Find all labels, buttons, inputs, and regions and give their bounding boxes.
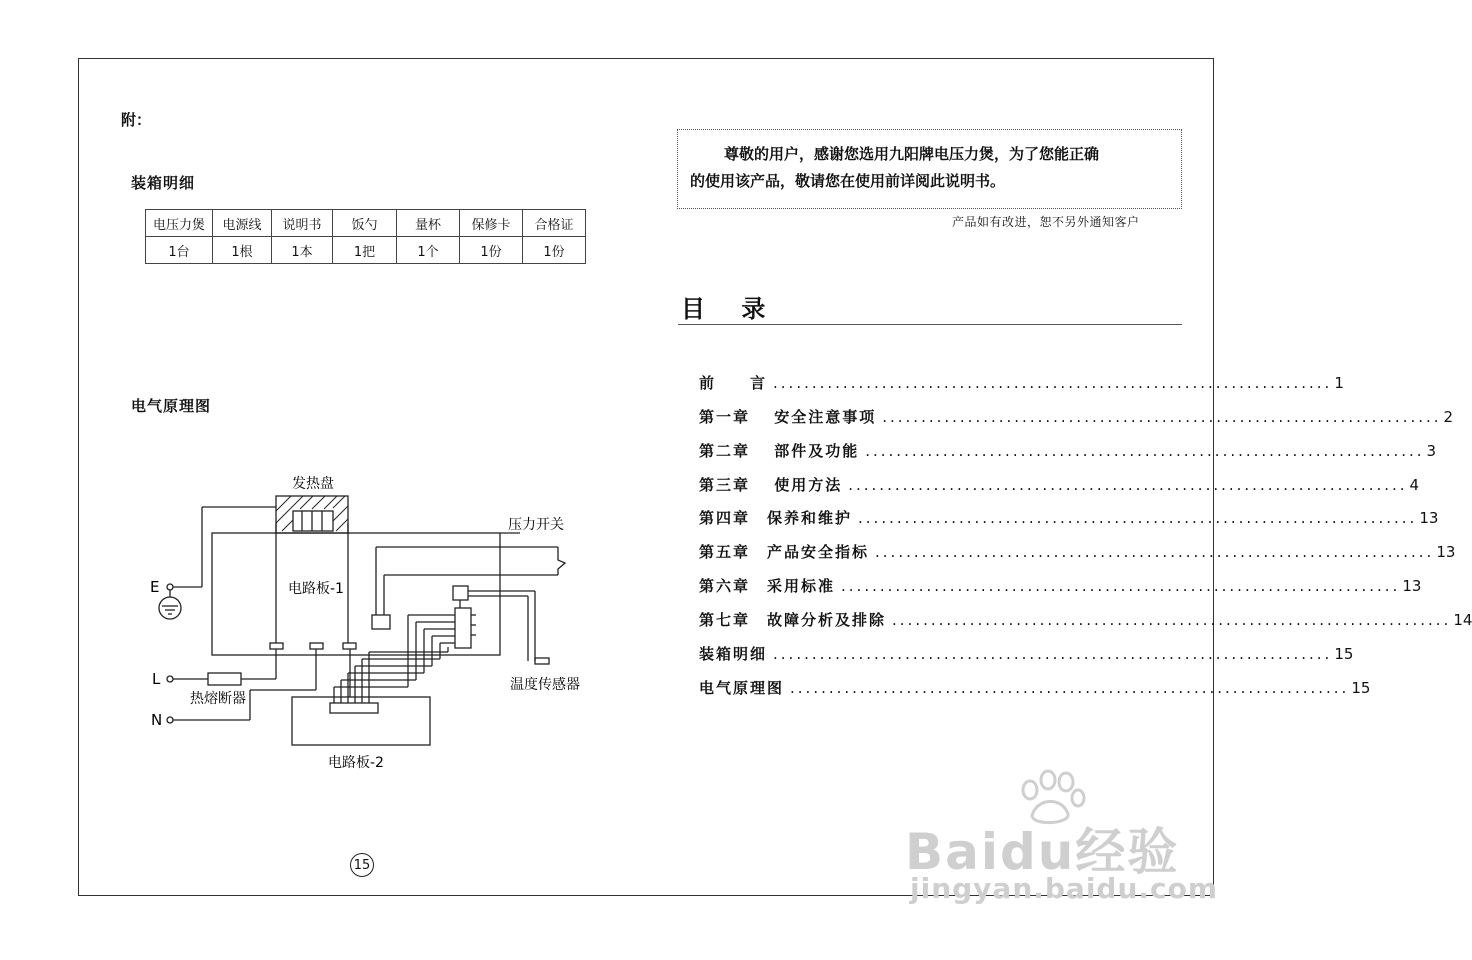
toc-item[interactable] — [699, 440, 1437, 461]
toc-item-label: 前 言 — [699, 374, 768, 392]
packing-table — [145, 209, 586, 264]
toc-divider — [678, 324, 1182, 325]
toc-item[interactable] — [699, 507, 1439, 528]
toc-item[interactable] — [699, 609, 1472, 630]
board2-label: 电路板-2 — [328, 755, 384, 771]
table-header-cell: 保修卡 — [460, 210, 523, 237]
table-cell: 1本 — [272, 237, 333, 264]
table-header-cell: 量杯 — [397, 210, 460, 237]
toc-item-label: 第七章 故障分析及排除 — [699, 611, 887, 629]
toc-item[interactable] — [699, 575, 1422, 596]
terminal-n: N — [151, 711, 163, 729]
toc-item-page: 3 — [1426, 442, 1437, 460]
pressure-switch-label: 压力开关 — [508, 517, 564, 533]
toc-item-page: 2 — [1443, 408, 1454, 426]
terminal-l: L — [152, 670, 161, 688]
watermark-brand: Baidu经验 — [905, 823, 1180, 881]
board1-label: 电路板-1 — [288, 581, 344, 597]
notice-line-2: 的使用该产品，敬请您在使用前详阅此说明书。 — [690, 172, 1006, 190]
toc-item-label: 装箱明细 — [699, 645, 768, 663]
board1-outline — [212, 533, 500, 655]
toc-leader-dots: ........................................................................ — [865, 442, 1425, 460]
toc-item-label: 电气原理图 — [699, 679, 785, 697]
toc-item-page: 14 — [1453, 611, 1472, 629]
toc-item[interactable] — [699, 372, 1344, 393]
toc-item[interactable] — [699, 677, 1371, 698]
toc-item-label: 第六章 采用标准 — [699, 577, 836, 595]
toc-leader-dots: ........................................................................ — [790, 679, 1350, 697]
toc-item[interactable] — [699, 643, 1354, 664]
table-cell: 1台 — [146, 237, 213, 264]
toc-item[interactable] — [699, 541, 1456, 562]
heater-label: 发热盘 — [292, 476, 334, 492]
table-header-cell: 电源线 — [213, 210, 272, 237]
table-cell: 1份 — [523, 237, 586, 264]
toc-item-page: 13 — [1436, 543, 1456, 561]
toc-item-page: 13 — [1419, 509, 1439, 527]
packing-list-title: 装箱明细 — [131, 174, 196, 192]
circuit-diagram — [140, 465, 600, 785]
toc-title: 目 录 — [681, 295, 780, 323]
schematic-title: 电气原理图 — [131, 397, 212, 415]
terminal-e: E — [150, 578, 160, 596]
board2-outline — [292, 697, 430, 745]
toc-item-label: 第四章 保养和维护 — [699, 509, 853, 527]
toc-leader-dots: ........................................................................ — [773, 645, 1333, 663]
table-cell: 1个 — [397, 237, 460, 264]
table-header-cell: 说明书 — [272, 210, 333, 237]
toc-item[interactable] — [699, 406, 1454, 427]
toc-item-page: 13 — [1402, 577, 1422, 595]
toc-item-label: 第五章 产品安全指标 — [699, 543, 870, 561]
toc-leader-dots: ........................................................................ — [892, 611, 1452, 629]
toc-leader-dots: ........................................................................ — [882, 408, 1442, 426]
table-header-cell: 合格证 — [523, 210, 586, 237]
table-header-cell: 饭勺 — [333, 210, 397, 237]
table-cell: 1把 — [333, 237, 397, 264]
watermark-url: jingyan.baidu.com — [910, 872, 1219, 905]
toc-item-label: 第三章 使用方法 — [699, 476, 843, 494]
toc-item[interactable] — [699, 474, 1420, 495]
table-header-cell: 电压力煲 — [146, 210, 213, 237]
toc-item-label: 第一章 安全注意事项 — [699, 408, 877, 426]
toc-leader-dots: ........................................................................ — [773, 374, 1333, 392]
toc-leader-dots: ........................................................................ — [875, 543, 1435, 561]
table-row — [146, 237, 586, 264]
toc-item-label: 第二章 部件及功能 — [699, 442, 860, 460]
user-notice-box — [677, 129, 1182, 209]
toc-item-page: 15 — [1334, 645, 1354, 663]
toc-leader-dots: ........................................................................ — [858, 509, 1418, 527]
change-note: 产品如有改进，恕不另外通知客户 — [952, 215, 1140, 229]
toc-leader-dots: ........................................................................ — [841, 577, 1401, 595]
toc-item-page: 4 — [1409, 476, 1420, 494]
page-number: 15 — [350, 853, 374, 877]
table-row — [146, 210, 586, 237]
toc-item-page: 1 — [1334, 374, 1344, 392]
table-cell: 1根 — [213, 237, 272, 264]
notice-line-1: 尊敬的用户，感谢您选用九阳牌电压力煲，为了您能正确 — [724, 145, 1100, 163]
toc-item-page: 15 — [1351, 679, 1371, 697]
table-cell: 1份 — [460, 237, 523, 264]
appendix-label: 附： — [121, 111, 152, 129]
toc-leader-dots: ........................................................................ — [848, 476, 1408, 494]
temp-sensor-label: 温度传感器 — [510, 677, 580, 693]
fuse-label: 热熔断器 — [190, 691, 246, 707]
